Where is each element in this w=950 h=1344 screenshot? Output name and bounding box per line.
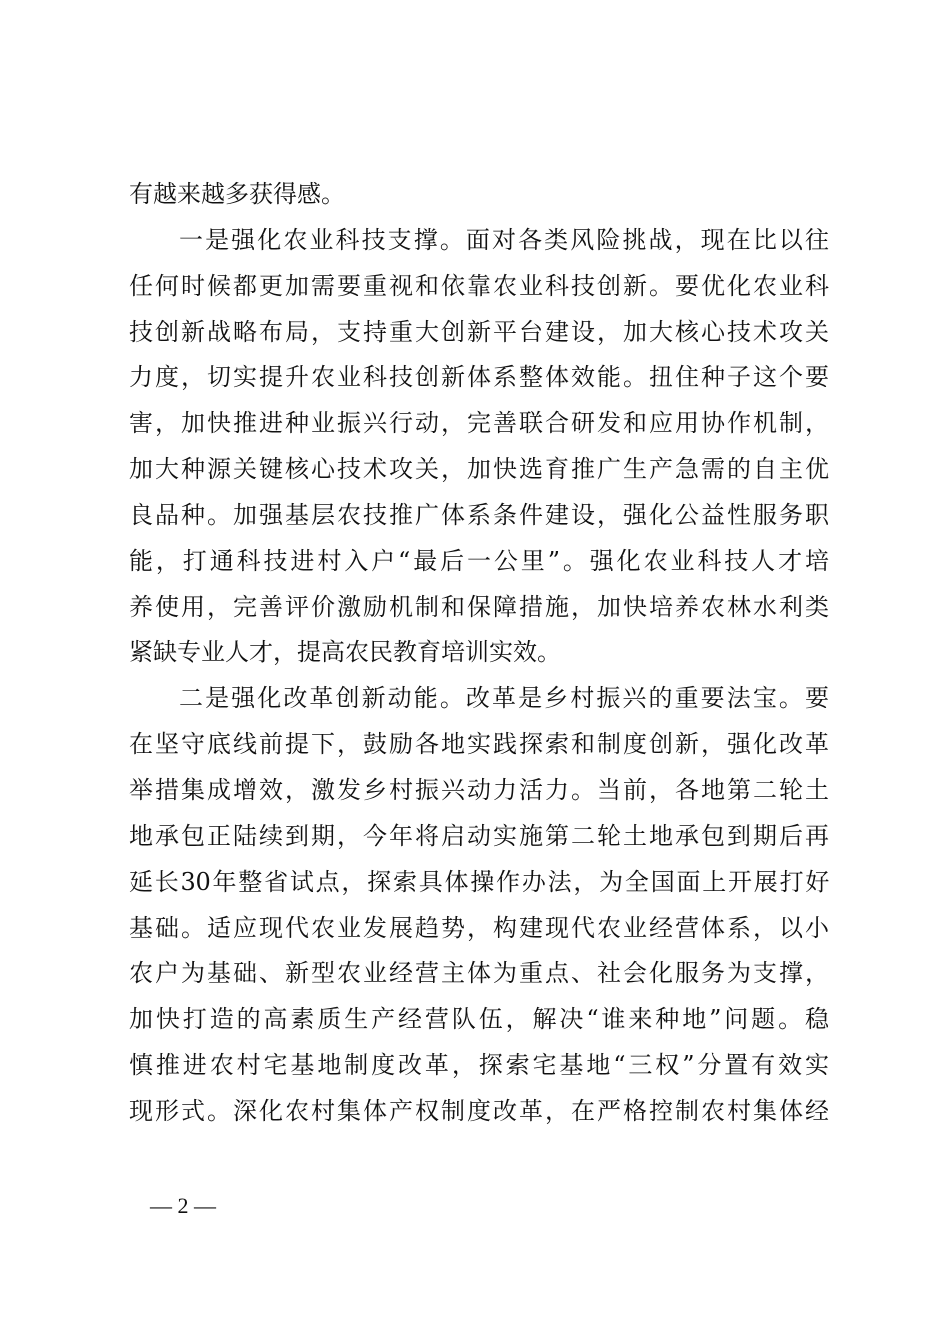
- page-number: — 2 —: [150, 1193, 216, 1218]
- paragraph-1-line-8: 能，打通科技进村入户“最后一公里”。强化农业科技人才培: [129, 546, 829, 575]
- paragraph-1-line-1: 一是强化农业科技支撑。面对各类风险挑战，现在比以往: [179, 225, 829, 254]
- paragraph-2-line-8: 加快打造的高素质生产经营队伍，解决“谁来种地”问题。稳: [129, 1005, 829, 1034]
- paragraph-2-line-6: 基础。适应现代农业发展趋势，构建现代农业经营体系，以小: [129, 913, 829, 942]
- paragraph-1-line-9: 养使用，完善评价激励机制和保障措施，加快培养农林水利类: [129, 592, 829, 621]
- paragraph-1-line-7: 良品种。加强基层农技推广体系条件建设，强化公益性服务职: [129, 500, 829, 529]
- paragraph-1-line-3: 技创新战略布局，支持重大创新平台建设，加大核心技术攻关: [129, 317, 829, 346]
- body-text: [129, 172, 829, 1135]
- paragraph-1-line-2: 任何时候都更加需要重视和依靠农业科技创新。要优化农业科: [129, 271, 829, 300]
- paragraph-1-line-10: 紧缺专业人才，提高农民教育培训实效。: [129, 638, 561, 667]
- paragraph-2-line-3: 举措集成增效，激发乡村振兴动力活力。当前，各地第二轮土: [129, 775, 829, 804]
- text-line-1: 有越来越多获得感。: [129, 180, 345, 208]
- paragraph-1-line-6: 加大种源关键核心技术攻关，加快选育推广生产急需的自主优: [129, 455, 829, 484]
- paragraph-2-line-9: 慎推进农村宅基地制度改革，探索宅基地“三权”分置有效实: [129, 1051, 829, 1080]
- paragraph-2-line-2: 在坚守底线前提下，鼓励各地实践探索和制度创新，强化改革: [129, 730, 829, 759]
- paragraph-2-line-4: 地承包正陆续到期，今年将启动实施第二轮土地承包到期后再: [129, 821, 829, 850]
- paragraph-2-line-10: 现形式。深化农村集体产权制度改革，在严格控制农村集体经: [129, 1096, 829, 1125]
- paragraph-1-line-5: 害，加快推进种业振兴行动，完善联合研发和应用协作机制，: [129, 409, 829, 438]
- paragraph-2-line-7: 农户为基础、新型农业经营主体为重点、社会化服务为支撑，: [129, 959, 829, 988]
- paragraph-1-line-4: 力度，切实提升农业科技创新体系整体效能。扭住种子这个要: [129, 363, 829, 392]
- paragraph-2-line-1: 二是强化改革创新动能。改革是乡村振兴的重要法宝。要: [179, 684, 829, 713]
- paragraph-2-line-5: 延长30年整省试点，探索具体操作办法，为全国面上开展打好: [129, 867, 829, 896]
